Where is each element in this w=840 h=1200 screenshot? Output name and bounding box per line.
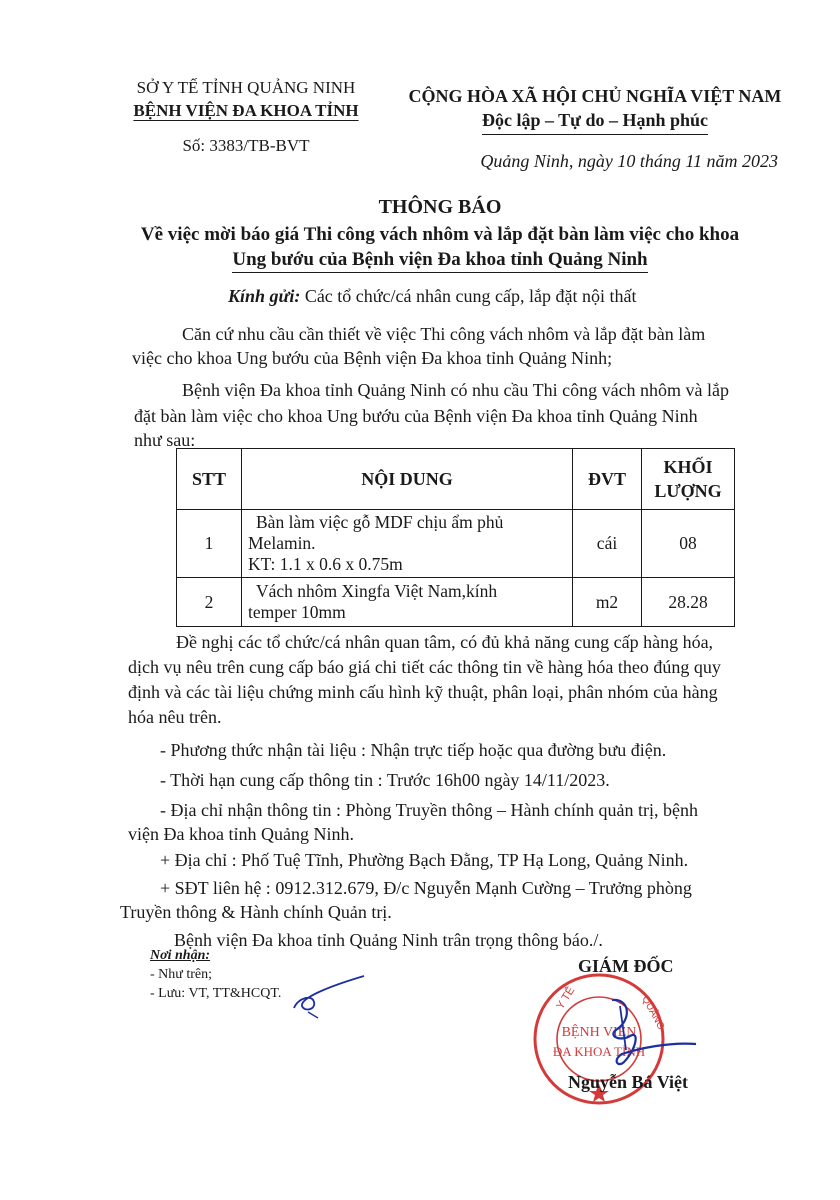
recipients-label: Nơi nhận: <box>150 948 211 963</box>
request-line4: hóa nêu trên. <box>128 707 222 727</box>
request-line1: Đề nghị các tổ chức/cá nhân quan tâm, có đủ khả năng cung cấp hàng hóa, <box>176 632 714 652</box>
signer-name: Nguyễn Bá Việt <box>568 1072 689 1092</box>
row2-content-line2: temper 10mm <box>248 602 346 622</box>
recipient-line <box>228 286 636 307</box>
paragraph-1-line1: Căn cứ nhu cầu cần thiết về việc Thi công vách nhôm và lắp đặt bàn làm <box>182 324 706 344</box>
department-name: SỞ Y TẾ TỈNH QUẢNG NINH <box>136 78 356 97</box>
row1-content-line1: Bàn làm việc gỗ MDF chịu ẩm phủ <box>256 512 504 532</box>
row2-unit: m2 <box>573 578 642 627</box>
paragraph-2-line3: như sau: <box>134 430 196 450</box>
header-content: NỘI DUNG <box>242 449 573 510</box>
request-line2: dịch vụ nêu trên cung cấp báo giá chi tiết các thông tin về hàng hóa theo đúng quy <box>128 657 721 677</box>
stamp-inner-line1: BỆNH VIỆN <box>561 1025 637 1040</box>
contact-phone-line1: + SĐT liên hệ : 0912.312.679, Đ/c Nguyễn Mạnh Cường – Trưởng phòng <box>160 878 692 898</box>
table-row <box>177 510 735 578</box>
header-quantity <box>642 449 735 510</box>
table-row <box>177 578 735 627</box>
stamp-inner-line2: ĐA KHOA TỈNH <box>552 1044 646 1059</box>
row1-content <box>242 510 573 578</box>
document-number: Số: 3383/TB-BVT <box>182 136 310 155</box>
recipient-label: Kính gửi: <box>228 286 301 306</box>
title-subject-line2-text: Ung bướu của Bệnh viện Đa khoa tỉnh Quảng Ninh <box>232 249 647 273</box>
header-quantity-line2: LƯỢNG <box>654 481 722 501</box>
header-unit: ĐVT <box>573 449 642 510</box>
recipient-text: Các tổ chức/cá nhân cung cấp, lắp đặt nội thất <box>300 286 637 306</box>
national-header <box>390 84 800 173</box>
row2-quantity: 28.28 <box>642 578 735 627</box>
stamp-ring-left-text: Y TẾ <box>554 984 578 1012</box>
title-subject-line1: Về việc mời báo giá Thi công vách nhôm và lắp đặt bàn làm việc cho khoa <box>140 224 740 245</box>
row1-content-line3: KT: 1.1 x 0.6 x 0.75m <box>248 554 403 574</box>
paragraph-1-line2: việc cho khoa Ung bướu của Bệnh viện Đa khoa tỉnh Quảng Ninh; <box>132 348 613 368</box>
row1-unit: cái <box>573 510 642 578</box>
stamp-ring-right-text: QUẢNG <box>639 994 667 1032</box>
row2-stt: 2 <box>177 578 242 627</box>
receipt-method: - Phương thức nhận tài liệu : Nhận trực tiếp hoặc qua đường bưu điện. <box>160 740 667 760</box>
recipients-item1: - Như trên; <box>150 967 213 982</box>
recipients-block <box>150 946 281 1003</box>
hospital-name: BỆNH VIỆN ĐA KHOA TỈNH <box>133 101 359 120</box>
national-motto: Độc lập – Tự do – Hạnh phúc <box>482 108 708 135</box>
signer-title: GIÁM ĐỐC <box>578 956 674 976</box>
row2-content <box>242 578 573 627</box>
paragraph-2-line2: đặt bàn làm việc cho khoa Ung bướu của Bệnh viện Đa khoa tỉnh Quảng Ninh <box>134 406 698 426</box>
submission-deadline: - Thời hạn cung cấp thông tin : Trước 16h00 ngày 14/11/2023. <box>160 770 610 790</box>
row1-quantity: 08 <box>642 510 735 578</box>
signature-scribble-icon <box>560 990 700 1080</box>
row2-content-line1: Vách nhôm Xingfa Việt Nam,kính <box>256 581 498 601</box>
street-address: + Địa chỉ : Phố Tuệ Tĩnh, Phường Bạch Đằng, TP Hạ Long, Quảng Ninh. <box>160 850 689 870</box>
items-table <box>176 448 735 627</box>
row1-stt: 1 <box>177 510 242 578</box>
title-main: THÔNG BÁO <box>378 196 502 218</box>
republic-title: CỘNG HÒA XÃ HỘI CHỦ NGHĨA VIỆT NAM <box>408 86 782 106</box>
title-subject-line2 <box>120 247 760 272</box>
receiving-address-line1: - Địa chỉ nhận thông tin : Phòng Truyền thông – Hành chính quản trị, bệnh <box>160 800 698 820</box>
row1-content-line2: Melamin. <box>248 533 316 553</box>
recipients-item2: - Lưu: VT, TT&HCQT. <box>150 986 282 1001</box>
receiving-address-line2: viện Đa khoa tỉnh Quảng Ninh. <box>128 824 354 844</box>
header-stt: STT <box>177 449 242 510</box>
agency-header <box>96 76 396 157</box>
closing-line: Bệnh viện Đa khoa tỉnh Quảng Ninh trân trọng thông báo./. <box>174 930 603 950</box>
issue-date: Quảng Ninh, ngày 10 tháng 11 năm 2023 <box>480 151 778 171</box>
request-line3: định và các tài liệu chứng minh cấu hình kỹ thuật, phân loại, phân nhóm của hàng <box>128 682 718 702</box>
contact-phone-line2: Truyền thông & Hành chính Quản trị. <box>120 902 392 922</box>
document-title <box>120 195 760 272</box>
table-header-row <box>177 449 735 510</box>
initials-mark-icon <box>290 968 370 1024</box>
header-quantity-line1: KHỐI <box>663 457 713 477</box>
paragraph-2-line1: Bệnh viện Đa khoa tỉnh Quảng Ninh có nhu cầu Thi công vách nhôm và lắp <box>182 380 730 400</box>
